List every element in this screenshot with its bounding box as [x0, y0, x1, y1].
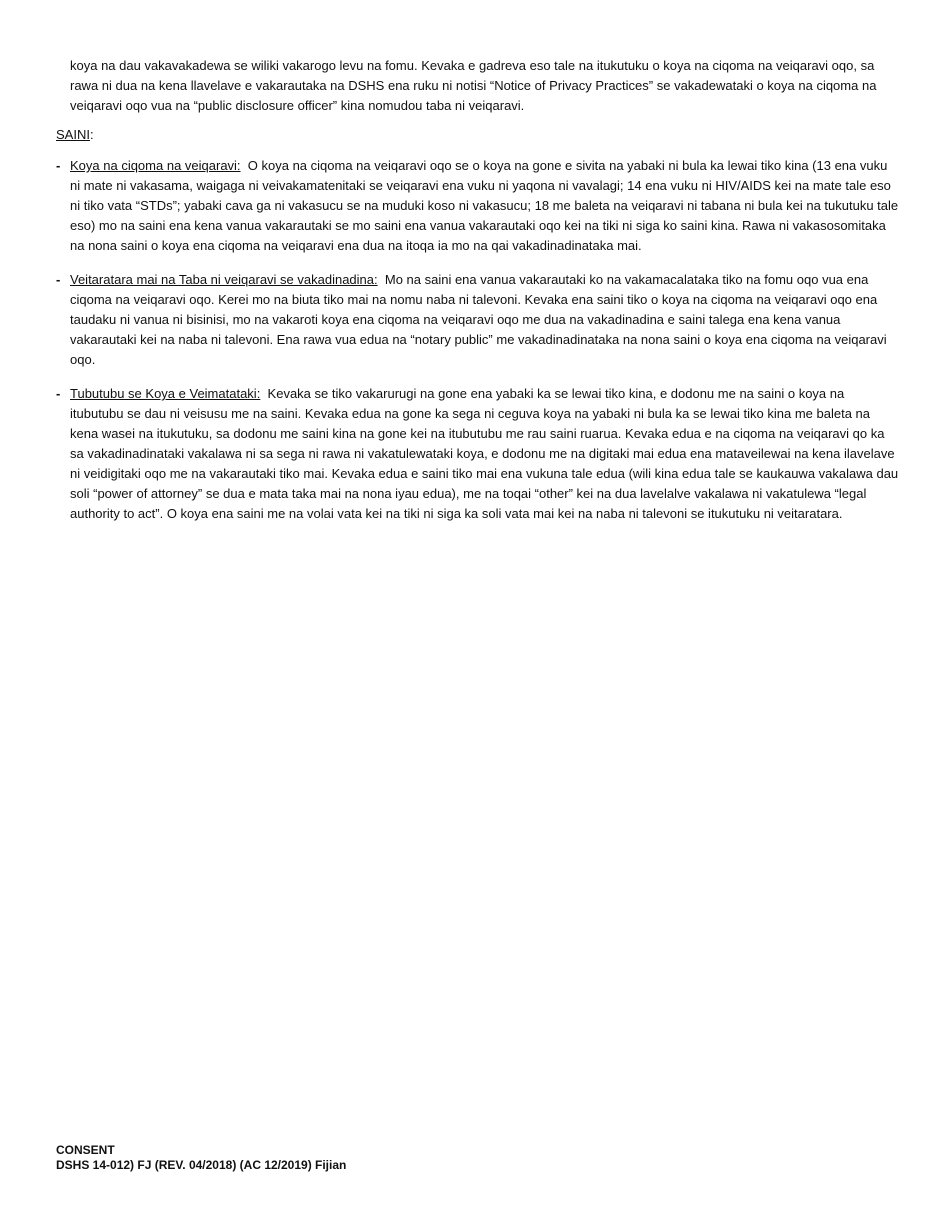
item-text: Kevaka se tiko vakarurugi na gone ena yabaki ka se lewai tiko kina, e dodonu me na saini o koya na itubutubu se dau ni veisusu me na saini. Kevaka edua na gone ka sega ni ceguva koya na yabaki ni bula ka se lewai tiko kina me baleta na kena wasei na itukutuku, sa dodonu me saini kina na gone kei na itubutubu me rau saini ruarua. Kevaka edua e na ciqoma na veiqaravi qo ka sa vakadinadinataki vakalawa ni sa sega ni rawa ni vakatulewataki koya, e dodonu me na digitaki mai edua ena mataveilewai na kena ilavelave ni veidigitaki oqo me na vakarautaki tiko mai. Kevaka edua e saini tiko mai ena vukuna tale edua (wili kina edua tale se kaukauwa vakalawa dau soli “power of attorney” se dua e mata taka mai na nona iyau edua), me na toqai “other” kei na dua lavelalve vakalawa ni vakatulewa “legal authority to act”. O koya ena saini me na volai vata kei na tiki ni siga ka soli vata mai kei na naba ni talevoni se itukutuku ni veitaratara.: [70, 386, 899, 521]
footer-form-title: CONSENT: [56, 1143, 115, 1157]
bullet-marker: -: [56, 272, 61, 287]
list-item: [56, 156, 900, 256]
footer-form-number: DSHS 14-012) FJ (REV. 04/2018) (AC 12/2019) Fijian: [56, 1158, 347, 1172]
item-heading: Koya na ciqoma na veiqaravi:: [70, 158, 241, 173]
item-text: O koya na ciqoma na veiqaravi oqo se o koya na gone e sivita na yabaki ni bula ka lewai tiko kina (13 ena vuku ni mate ni vakasama, waigaga ni veivakamatenitaki se veiqaravi ena vuku ni yaqona ni vavalagi; 14 ena vuku ni HIV/AIDS kei na mate tale eso ni tiko vata “STDs”; yabaki cava ga ni vakasucu se na muduki koso ni vakasucu; 18 me baleta na veiqaravi ni tabana ni bula kei na tukutuku tale eso) mo na saini ena kena vanua vakarautaki se mo saini ena vanua vakarautaki oqo kei na tiki ni siga ko saini kina. Rawa ni vakasosomitaka na nona saini o koya ena ciqoma na veiqaravi ena dua na itoqa ia mo na qai vakadinadinataka mai.: [70, 158, 899, 253]
section-heading-colon: :: [89, 127, 94, 142]
list-item: [56, 270, 900, 370]
form-footer: [56, 1143, 346, 1173]
section-heading: [56, 125, 94, 145]
item-heading: Tubutubu se Koya e Veimatataki:: [70, 386, 261, 401]
section-heading-label: SAINI: [56, 127, 90, 142]
item-heading: Veitaratara mai na Taba ni veiqaravi se vakadinadina:: [70, 272, 378, 287]
intro-paragraph: koya na dau vakavakadewa se wiliki vakarogo levu na fomu. Kevaka e gadreva eso tale na itukutuku o koya na ciqoma na veiqaravi oqo, sa rawa ni dua na kena llavelave e vakarautaka na DSHS ena ruku ni notisi “Notice of Privacy Practices” se vakadewataki o koya na ciqoma na veiqaravi oqo vua na “public disclosure officer” kina nomudou taba ni veiqaravi.: [70, 58, 877, 113]
bullet-marker: -: [56, 158, 61, 173]
signature-instructions-list: [56, 156, 900, 538]
list-item: [56, 384, 900, 524]
bullet-marker: -: [56, 386, 61, 401]
item-text: Mo na saini ena vanua vakarautaki ko na vakamacalataka tiko na fomu oqo vua ena ciqoma na veiqaravi oqo. Kerei mo na biuta tiko mai na nomu naba ni talevoni. Kevaka ena saini tiko o koya na ciqoma na veiqaravi oqo ena taudaku ni vanua ni bisinisi, mo na vakaroti koya ena ciqoma na veiqaravi oqo me dua na vakadinadina e saini talega ena kena vanua vakarautaki kei na naba ni talevoni. Ena rawa vua edua na “notary public” me vakadinadinataka na nona saini o koya ena ciqoma na veiqaravi oqo.: [70, 272, 887, 367]
